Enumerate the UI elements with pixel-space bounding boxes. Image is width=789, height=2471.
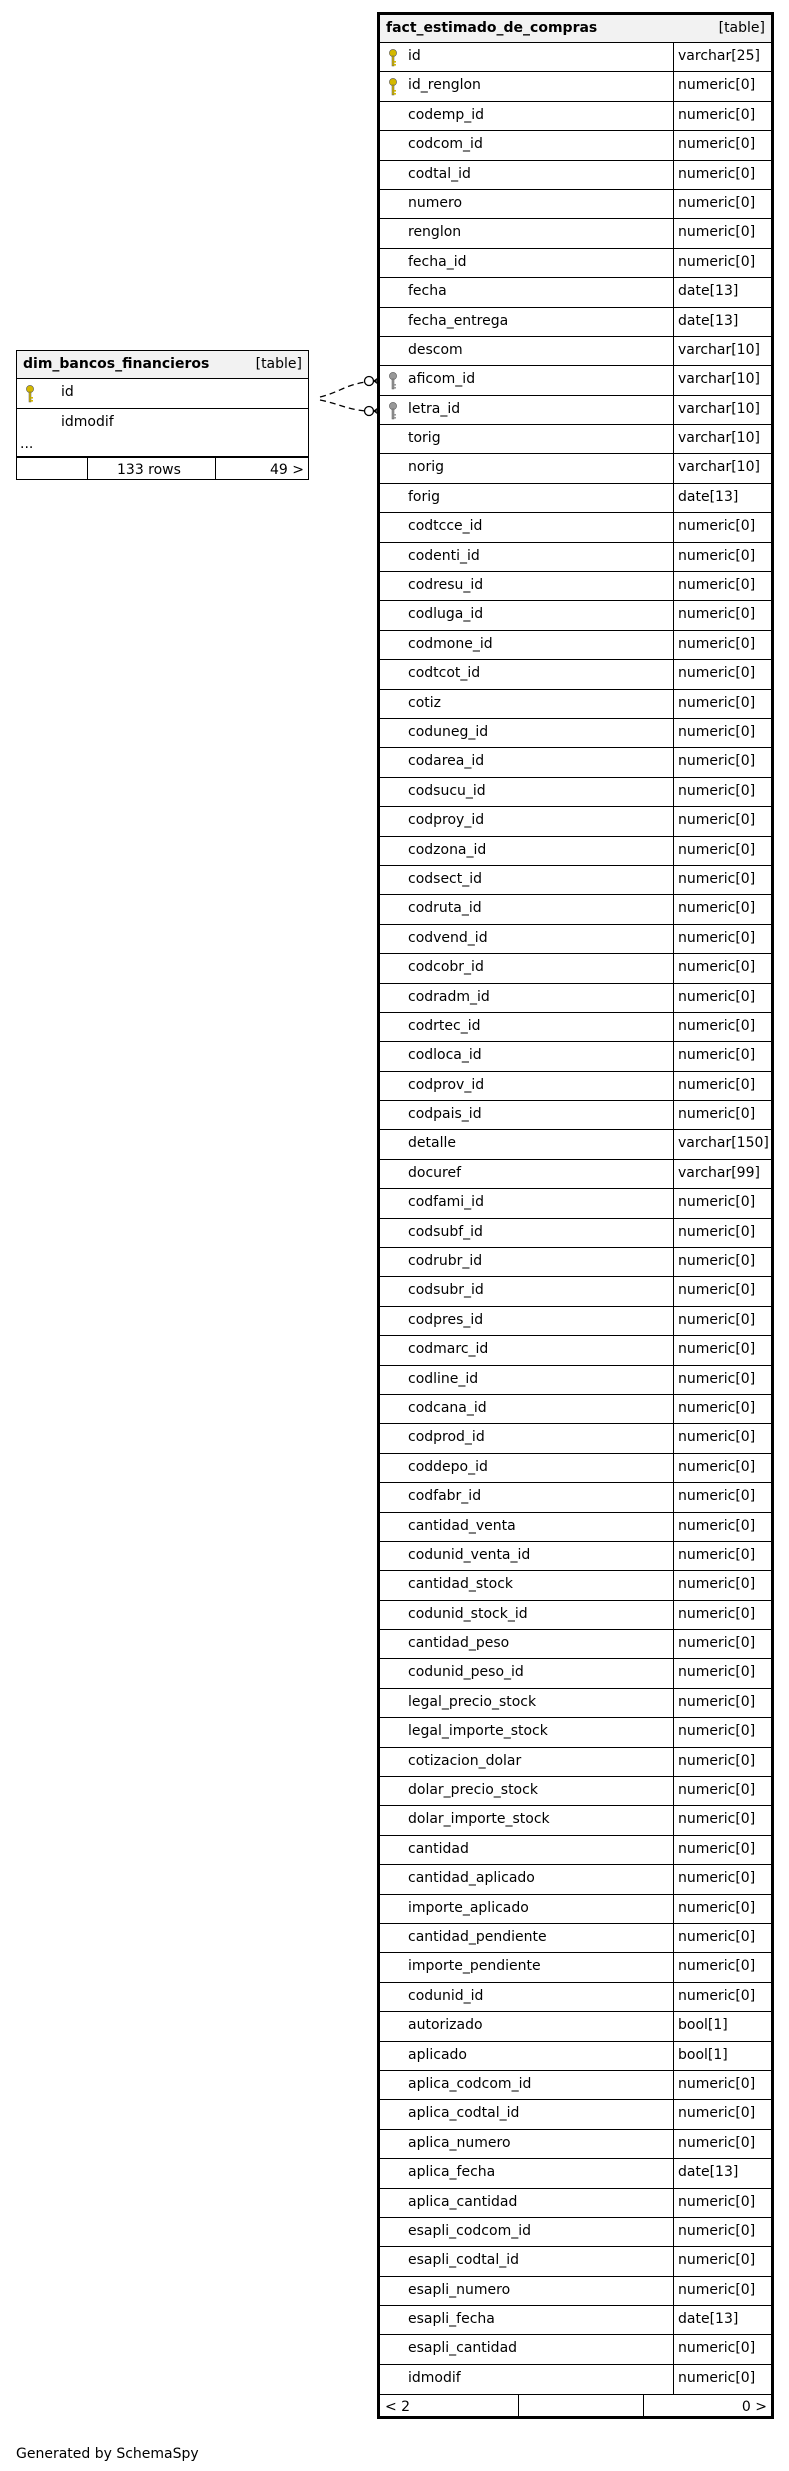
column-name: codsect_id: [408, 870, 483, 887]
column-type: date[13]: [678, 2311, 739, 2328]
primary-key-icon: [388, 49, 398, 67]
column-type: numeric[0]: [678, 2134, 756, 2151]
column-name: numero: [408, 194, 463, 211]
column-type: date[13]: [678, 283, 739, 300]
foreign-key-icon: [388, 402, 398, 420]
primary-key-icon: [25, 385, 35, 403]
column-row[interactable]: [380, 219, 771, 248]
column-name: codproy_id: [408, 812, 485, 829]
column-type: numeric[0]: [678, 1899, 756, 1916]
column-row[interactable]: [380, 249, 771, 278]
column-type: numeric[0]: [678, 1576, 756, 1593]
column-type: numeric[0]: [678, 812, 756, 829]
column-row[interactable]: [380, 925, 771, 954]
column-row[interactable]: [380, 1336, 771, 1365]
column-row[interactable]: [380, 1659, 771, 1688]
table-type-tag: [table]: [255, 356, 302, 372]
column-type: numeric[0]: [678, 635, 756, 652]
column-row[interactable]: [380, 1748, 771, 1777]
column-row[interactable]: [380, 748, 771, 777]
column-list: [17, 379, 308, 439]
column-type: numeric[0]: [678, 165, 756, 182]
relationship-aficom-id[interactable]: [320, 376, 381, 397]
column-name: id: [408, 48, 421, 64]
column-type: numeric[0]: [678, 1458, 756, 1475]
column-name: cantidad_stock: [408, 1576, 514, 1593]
column-type: numeric[0]: [678, 694, 756, 711]
generated-by-footer: Generated by SchemaSpy: [16, 2446, 199, 2462]
column-type: numeric[0]: [678, 1106, 756, 1123]
column-type: numeric[0]: [678, 1253, 756, 1270]
column-name: fecha: [408, 283, 447, 300]
column-name: codprod_id: [408, 1429, 485, 1446]
column-name: esapli_fecha: [408, 2311, 495, 2328]
column-row[interactable]: [380, 454, 771, 483]
column-name: codluga_id: [408, 606, 484, 623]
column-name: codprov_id: [408, 1076, 485, 1093]
column-name: cantidad_peso: [408, 1635, 510, 1652]
column-type: numeric[0]: [678, 2281, 756, 2298]
column-type: numeric[0]: [678, 547, 756, 564]
column-row[interactable]: [380, 1689, 771, 1718]
column-row[interactable]: [380, 2247, 771, 2276]
column-type: numeric[0]: [678, 1752, 756, 1769]
column-row[interactable]: [380, 1307, 771, 1336]
column-name: codemp_id: [408, 106, 485, 123]
column-row[interactable]: [380, 690, 771, 719]
column-row[interactable]: [380, 484, 771, 513]
column-row[interactable]: [380, 631, 771, 660]
column-row[interactable]: [380, 278, 771, 307]
column-name: cantidad_aplicado: [408, 1870, 535, 1887]
column-type: numeric[0]: [678, 929, 756, 946]
column-row[interactable]: [380, 807, 771, 836]
column-row[interactable]: [380, 1601, 771, 1630]
table-type-tag: [table]: [718, 20, 765, 36]
column-row[interactable]: [380, 1277, 771, 1306]
column-type: numeric[0]: [678, 2222, 756, 2239]
column-name: legal_importe_stock: [408, 1723, 548, 1740]
column-row[interactable]: [380, 513, 771, 542]
column-type: numeric[0]: [678, 1282, 756, 1299]
table-name[interactable]: dim_bancos_financieros: [23, 356, 210, 372]
column-type: numeric[0]: [678, 1017, 756, 1034]
column-name: codenti_id: [408, 547, 480, 564]
column-type: numeric[0]: [678, 1076, 756, 1093]
column-name: importe_aplicado: [408, 1899, 529, 1916]
column-name: codradm_id: [408, 988, 490, 1005]
column-name: torig: [408, 430, 441, 447]
column-type: numeric[0]: [678, 577, 756, 594]
column-type: numeric[0]: [678, 1870, 756, 1887]
column-row[interactable]: [380, 866, 771, 895]
column-row[interactable]: [380, 2042, 771, 2071]
column-row[interactable]: [380, 2189, 771, 2218]
fact-estimado-de-compras-table[interactable]: [377, 12, 774, 2419]
column-row[interactable]: [380, 1366, 771, 1395]
column-name: fecha_id: [408, 253, 467, 270]
column-name: fecha_entrega: [408, 312, 509, 329]
table-header[interactable]: [17, 351, 308, 379]
column-name: aplica_cantidad: [408, 2193, 518, 2210]
column-name: dolar_precio_stock: [408, 1782, 538, 1799]
column-name: coddepo_id: [408, 1458, 488, 1475]
row-count: 133 rows: [117, 462, 181, 478]
column-row[interactable]: [380, 984, 771, 1013]
column-name: id_renglon: [408, 77, 481, 94]
column-name: aficom_id: [408, 371, 476, 388]
column-row[interactable]: [380, 43, 771, 72]
column-row[interactable]: [380, 1777, 771, 1806]
column-type: numeric[0]: [678, 1546, 756, 1563]
column-name: codcobr_id: [408, 959, 484, 976]
column-name: codmarc_id: [408, 1341, 489, 1358]
column-name: aplica_fecha: [408, 2164, 496, 2181]
column-type: varchar[10]: [678, 371, 760, 388]
column-row[interactable]: [17, 409, 308, 439]
column-row[interactable]: [380, 1630, 771, 1659]
column-type: numeric[0]: [678, 841, 756, 858]
column-row[interactable]: [380, 1865, 771, 1894]
table-name[interactable]: fact_estimado_de_compras: [386, 20, 598, 36]
column-name: cotiz: [408, 694, 441, 711]
column-row[interactable]: [380, 2159, 771, 2188]
column-type: numeric[0]: [678, 606, 756, 623]
column-row[interactable]: [380, 1983, 771, 2012]
column-row[interactable]: [380, 1895, 771, 1924]
column-type: numeric[0]: [678, 1311, 756, 1328]
column-type: numeric[0]: [678, 782, 756, 799]
column-row[interactable]: [380, 2365, 771, 2394]
column-type: numeric[0]: [678, 1929, 756, 1945]
column-row[interactable]: [380, 1513, 771, 1542]
column-name: codtcce_id: [408, 518, 483, 535]
column-row[interactable]: [380, 1101, 771, 1130]
parent-count[interactable]: < 2: [385, 2399, 411, 2416]
column-name: cantidad_venta: [408, 1517, 516, 1534]
column-type: numeric[0]: [678, 1488, 756, 1505]
column-row[interactable]: [380, 1189, 771, 1218]
column-type: varchar[10]: [678, 459, 760, 476]
column-row[interactable]: [380, 837, 771, 866]
column-name: docuref: [408, 1164, 462, 1181]
column-type: numeric[0]: [678, 1370, 756, 1387]
column-name: esapli_cantidad: [408, 2340, 518, 2357]
column-row[interactable]: [380, 2335, 771, 2364]
column-row[interactable]: [380, 2012, 771, 2041]
column-type: numeric[0]: [678, 2369, 756, 2386]
column-list: [380, 43, 771, 2394]
column-row[interactable]: [380, 572, 771, 601]
column-name: codsubf_id: [408, 1223, 483, 1240]
column-name: forig: [408, 488, 441, 505]
column-type: numeric[0]: [678, 959, 756, 976]
column-row[interactable]: [380, 1806, 771, 1835]
column-name: codarea_id: [408, 753, 485, 770]
column-type: numeric[0]: [678, 1047, 756, 1064]
column-row[interactable]: [380, 1248, 771, 1277]
column-name: esapli_codtal_id: [408, 2252, 520, 2269]
column-type: numeric[0]: [678, 253, 756, 270]
column-type: numeric[0]: [678, 2340, 756, 2357]
column-name: codloca_id: [408, 1047, 482, 1064]
column-type: numeric[0]: [678, 2193, 756, 2210]
column-type: numeric[0]: [678, 1605, 756, 1622]
column-name: codcom_id: [408, 136, 483, 153]
column-type: numeric[0]: [678, 194, 756, 211]
column-name: codruta_id: [408, 900, 482, 917]
column-row[interactable]: [380, 308, 771, 337]
column-name: codresu_id: [408, 577, 484, 594]
column-name: codsucu_id: [408, 782, 486, 799]
column-row[interactable]: [380, 1424, 771, 1453]
column-type: numeric[0]: [678, 106, 756, 123]
column-type: numeric[0]: [678, 1194, 756, 1211]
column-type: numeric[0]: [678, 518, 756, 535]
column-type: numeric[0]: [678, 988, 756, 1005]
column-row[interactable]: [380, 102, 771, 131]
column-type: bool[1]: [678, 2017, 728, 2034]
column-row[interactable]: [380, 366, 771, 395]
column-row[interactable]: [380, 2130, 771, 2159]
column-name: coduneg_id: [408, 723, 489, 740]
column-name: codtal_id: [408, 165, 471, 182]
column-type: numeric[0]: [678, 1517, 756, 1534]
column-row[interactable]: [380, 1042, 771, 1071]
ellipsis: ...: [20, 436, 34, 452]
primary-key-icon: [388, 78, 398, 96]
table-footer: [17, 457, 308, 479]
column-row[interactable]: [380, 72, 771, 101]
relationship-letra-id[interactable]: [320, 400, 381, 416]
column-name: codunid_venta_id: [408, 1546, 531, 1563]
column-type: numeric[0]: [678, 2105, 756, 2122]
child-count[interactable]: 0 >: [741, 2399, 767, 2416]
column-name: codline_id: [408, 1370, 479, 1387]
column-name: cantidad: [408, 1840, 469, 1857]
column-row[interactable]: [380, 1924, 771, 1953]
relationship-count[interactable]: 49 >: [270, 462, 304, 478]
column-name: esapli_codcom_id: [408, 2222, 531, 2239]
column-name: codsubr_id: [408, 1282, 484, 1299]
column-row[interactable]: [380, 2218, 771, 2247]
table-header[interactable]: [380, 15, 771, 43]
column-type: numeric[0]: [678, 1664, 756, 1681]
column-name: codpres_id: [408, 1311, 484, 1328]
column-type: numeric[0]: [678, 1958, 756, 1975]
column-type: numeric[0]: [678, 1723, 756, 1740]
column-name: codfami_id: [408, 1194, 484, 1211]
column-row[interactable]: [380, 2277, 771, 2306]
column-type: varchar[10]: [678, 400, 760, 417]
column-row[interactable]: [380, 131, 771, 160]
column-name: idmodif: [408, 2369, 461, 2386]
column-row[interactable]: [380, 1219, 771, 1248]
column-type: numeric[0]: [678, 1429, 756, 1446]
column-name: autorizado: [408, 2017, 483, 2034]
column-row[interactable]: [380, 660, 771, 689]
column-name: aplica_codcom_id: [408, 2075, 532, 2092]
column-type: varchar[150]: [678, 1135, 769, 1152]
column-type: numeric[0]: [678, 1782, 756, 1799]
column-type: numeric[0]: [678, 77, 756, 94]
column-name: codvend_id: [408, 929, 488, 946]
column-row[interactable]: [380, 1718, 771, 1747]
column-row[interactable]: [380, 1072, 771, 1101]
column-row[interactable]: [380, 1395, 771, 1424]
column-row[interactable]: [380, 778, 771, 807]
column-row[interactable]: [380, 337, 771, 366]
column-row[interactable]: [380, 1483, 771, 1512]
column-name: dolar_importe_stock: [408, 1811, 550, 1828]
column-row[interactable]: [380, 1953, 771, 1982]
column-row[interactable]: [380, 895, 771, 924]
column-row[interactable]: [380, 601, 771, 630]
column-name: codunid_peso_id: [408, 1664, 524, 1681]
column-name: codfabr_id: [408, 1488, 482, 1505]
column-name: aplica_codtal_id: [408, 2105, 520, 2122]
column-type: numeric[0]: [678, 1223, 756, 1240]
column-type: numeric[0]: [678, 870, 756, 887]
column-name: codunid_id: [408, 1987, 484, 2004]
column-name: esapli_numero: [408, 2281, 511, 2298]
column-name: norig: [408, 459, 444, 476]
column-name: codunid_stock_id: [408, 1605, 528, 1622]
column-type: numeric[0]: [678, 665, 756, 682]
column-name: importe_pendiente: [408, 1958, 541, 1975]
column-row[interactable]: [380, 1130, 771, 1159]
column-row[interactable]: [17, 379, 308, 409]
column-type: numeric[0]: [678, 136, 756, 153]
column-type: numeric[0]: [678, 1341, 756, 1358]
column-row[interactable]: [380, 2306, 771, 2335]
column-name: codpais_id: [408, 1106, 482, 1123]
column-row[interactable]: [380, 1013, 771, 1042]
column-type: numeric[0]: [678, 900, 756, 917]
column-name: id: [61, 384, 74, 400]
column-name: cotizacion_dolar: [408, 1752, 522, 1769]
column-type: numeric[0]: [678, 753, 756, 770]
column-type: numeric[0]: [678, 1635, 756, 1652]
column-type: numeric[0]: [678, 1987, 756, 2004]
column-name: codrtec_id: [408, 1017, 481, 1034]
column-row[interactable]: [380, 719, 771, 748]
column-row[interactable]: [380, 1571, 771, 1600]
column-name: codtcot_id: [408, 665, 481, 682]
column-type: numeric[0]: [678, 1399, 756, 1416]
column-row[interactable]: [380, 396, 771, 425]
column-name: cantidad_pendiente: [408, 1929, 547, 1945]
foreign-key-icon: [388, 372, 398, 390]
column-type: numeric[0]: [678, 723, 756, 740]
column-row[interactable]: [380, 2071, 771, 2100]
table-footer: [380, 2394, 771, 2416]
column-type: varchar[25]: [678, 48, 760, 64]
column-row[interactable]: [380, 425, 771, 454]
ellipsis-row: [17, 436, 308, 457]
column-type: varchar[10]: [678, 341, 760, 358]
column-row[interactable]: [380, 2100, 771, 2129]
column-type: varchar[10]: [678, 430, 760, 447]
column-type: date[13]: [678, 2164, 739, 2181]
column-row[interactable]: [380, 161, 771, 190]
column-row[interactable]: [380, 190, 771, 219]
column-name: codzona_id: [408, 841, 487, 858]
dim-bancos-financieros-table[interactable]: [16, 350, 309, 480]
column-type: numeric[0]: [678, 1693, 756, 1710]
column-type: date[13]: [678, 488, 739, 505]
column-row[interactable]: [380, 1160, 771, 1189]
column-name: letra_id: [408, 400, 461, 417]
column-name: codcana_id: [408, 1399, 487, 1416]
column-row[interactable]: [380, 543, 771, 572]
column-name: codmone_id: [408, 635, 493, 652]
column-type: numeric[0]: [678, 2252, 756, 2269]
column-row[interactable]: [380, 1836, 771, 1865]
column-name: aplica_numero: [408, 2134, 511, 2151]
column-type: bool[1]: [678, 2046, 728, 2063]
column-name: aplicado: [408, 2046, 467, 2063]
column-type: numeric[0]: [678, 1840, 756, 1857]
column-name: renglon: [408, 224, 462, 241]
column-name: descom: [408, 341, 463, 358]
column-name: codrubr_id: [408, 1253, 483, 1270]
column-name: legal_precio_stock: [408, 1693, 537, 1710]
column-name: detalle: [408, 1135, 456, 1152]
column-row[interactable]: [380, 1542, 771, 1571]
column-type: date[13]: [678, 312, 739, 329]
column-name: idmodif: [61, 414, 114, 430]
column-type: numeric[0]: [678, 1811, 756, 1828]
column-type: numeric[0]: [678, 2075, 756, 2092]
column-row[interactable]: [380, 1454, 771, 1483]
column-row[interactable]: [380, 954, 771, 983]
column-type: numeric[0]: [678, 224, 756, 241]
column-type: varchar[99]: [678, 1164, 760, 1181]
